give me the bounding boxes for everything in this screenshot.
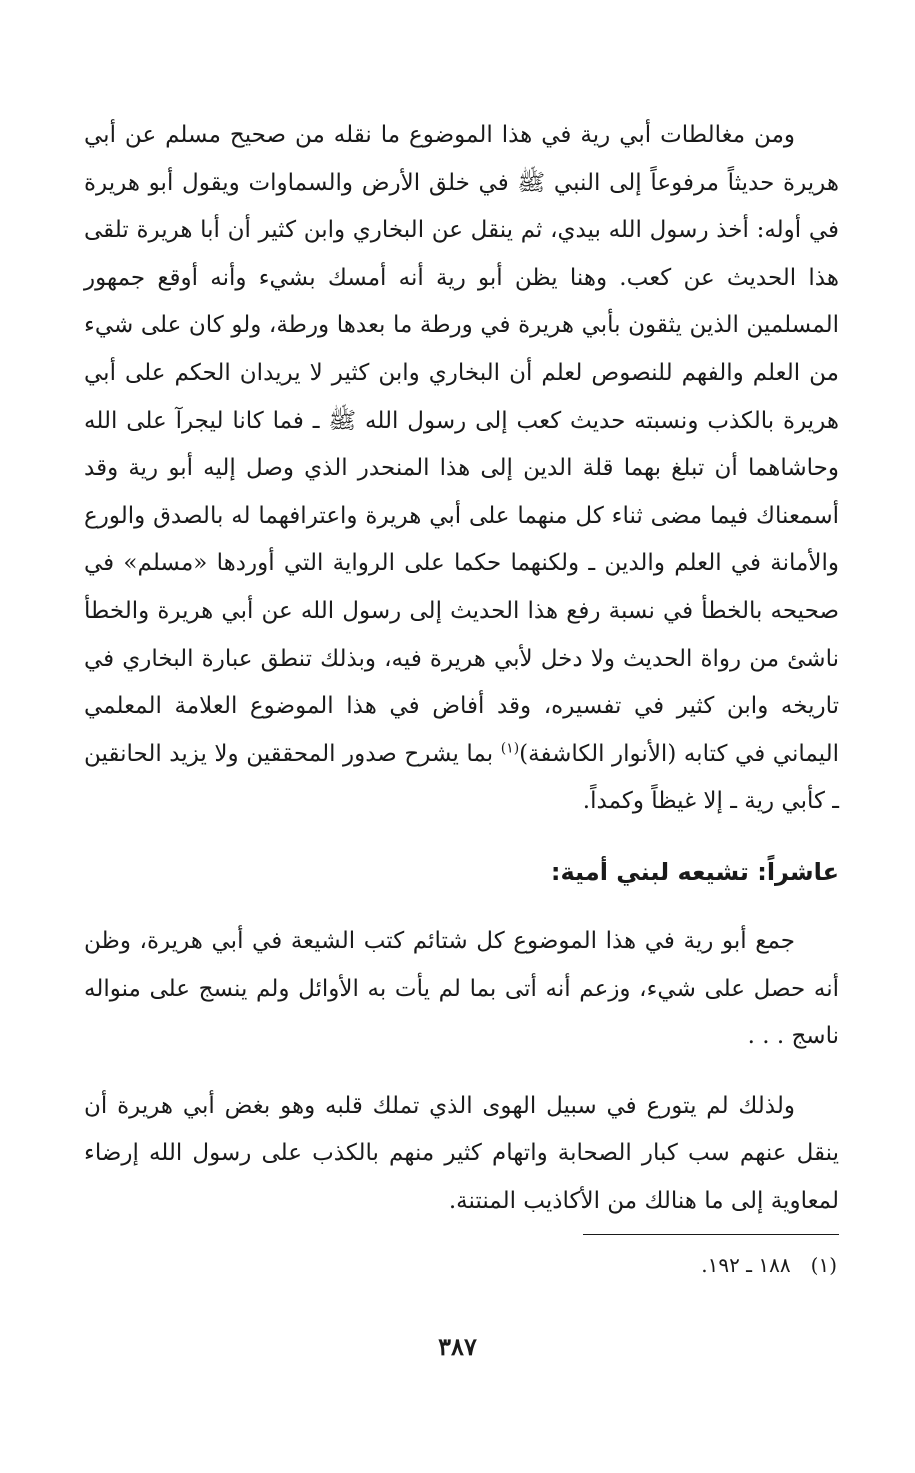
section-heading: عاشراً: تشيعه لبني أمية: <box>550 857 839 886</box>
body-paragraph: جمع أبو رية في هذا الموضوع كل شتائم كتب الشيعة في أبي هريرة، وظن أنه حصل على شيء، وزعم أنه أتى بما لم يأت به الأوائل ولم ينسج على منواله ناسج . . . <box>84 927 839 1050</box>
body-paragraph <box>84 112 839 826</box>
footnote-reference[interactable]: (١) <box>500 740 520 757</box>
footnote-marker: (١) <box>810 1253 837 1277</box>
paragraph-text: بما يشرح صدور المحققين ولا يزيد الحانقين ـ كأبي رية ـ إلا غيظاً وكمداً. <box>84 740 839 815</box>
paragraph-text: ومن مغالطات أبي رية في هذا الموضوع ما نقله من صحيح مسلم عن أبي هريرة حديثاً مرفوعاً إلى النبي ﷺ في خلق الأرض والسماوات ويقول أبو هريرة في أوله: أخذ رسول الله بيدي، ثم ينقل عن البخاري وابن كثير أن أبا هريرة تلقى هذا الحديث عن كعب. وهنا يظن أبو رية أنه أمسك بشيء وأنه أوقع جمهور المسلمين الذين يثقون بأبي هريرة في ورطة ما بعدها ورطة، ولو كان على شيء من العلم والفهم للنصوص لعلم أن البخاري وابن كثير لا يريدان الحكم على أبي هريرة بالكذب ونسبته حديث كعب إلى رسول الله ﷺ ـ فما كانا ليجرآ على الله وحاشاهما أن تبلغ بهما قلة الدين إلى هذا المنحدر الذي وصل إليه أبو رية وقد أسمعناك فيما مضى ثناء كل منهما على أبي هريرة واعترافهما له بالصدق والورع والأمانة في العلم والدين ـ ولكنهما حكما على الرواية التي أوردها «مسلم» في صحيحه بالخطأ في نسبة رفع هذا الحديث إلى رسول الله عن أبي هريرة والخطأ ناشئ من رواة الحديث ولا دخل لأبي هريرة فيه، وبذلك تنطق عبارة البخاري في تاريخه وابن كثير في تفسيره، وقد أفاض في هذا الموضوع العلامة المعلمي اليماني في كتابه (الأنوار الكاشفة) <box>84 122 839 767</box>
footnote <box>701 1252 837 1278</box>
footnote-divider <box>583 1234 839 1235</box>
footnote-text: ١٨٨ ـ ١٩٢. <box>701 1253 791 1277</box>
body-paragraph: ولذلك لم يتورع في سبيل الهوى الذي تملك قلبه وهو بغض أبي هريرة أن ينقل عنهم سب كبار الصحابة واتهام كثير منهم بالكذب على رسول الله إرضاء لمعاوية إلى ما هنالك من الأكاذيب المنتنة. <box>84 1092 839 1214</box>
page-number: ٣٨٧ <box>438 1332 477 1361</box>
page-body <box>84 112 839 1225</box>
